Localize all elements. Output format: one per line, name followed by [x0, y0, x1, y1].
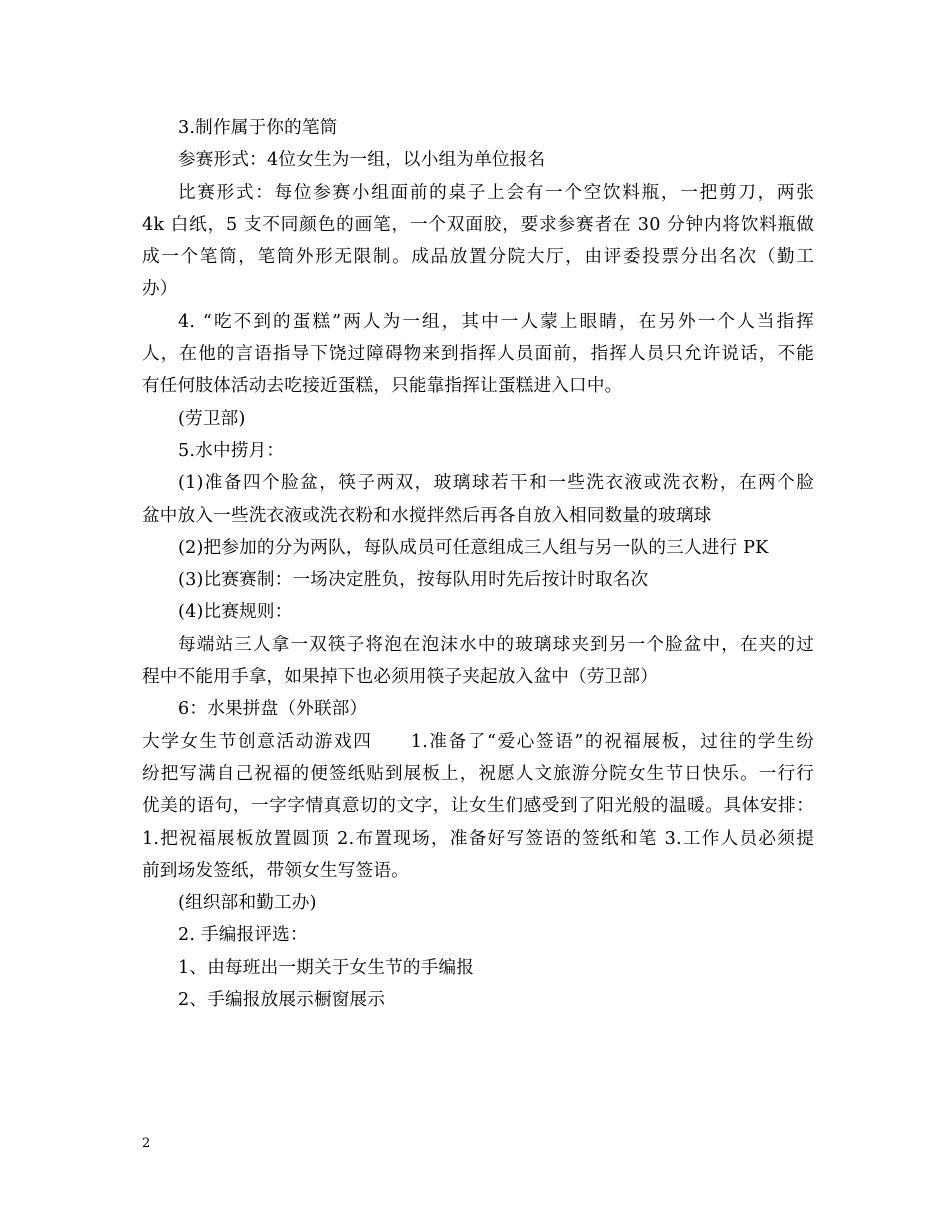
text-line: 比赛形式：每位参赛小组面前的桌子上会有一个空饮料瓶，一把剪刀，两张 — [178, 182, 814, 203]
text-line: 纷把写满自己祝福的便签纸贴到展板上，祝愿人文旅游分院女生节日快乐。一行行 — [142, 763, 814, 784]
text-line: 优美的语句，一字字情真意切的文字，让女生们感受到了阳光般的温暖。具体安排： — [142, 796, 814, 817]
text-line: 人，在他的言语指导下饶过障碍物来到指挥人员面前，指挥人员只允许说话，不能 — [142, 344, 814, 365]
text-line: 4k 白纸，5 支不同颜色的画笔，一个双面胶，要求参赛者在 30 分钟内将饮料瓶做 — [142, 214, 814, 235]
text-line: 每端站三人拿一双筷子将泡在泡沫水中的玻璃球夹到另一个脸盆中，在夹的过 — [178, 634, 814, 655]
text-line: 1.把祝福展板放置圆顶 2.布置现场，准备好写签语的签纸和笔 3.工作人员必须提 — [142, 828, 814, 849]
text-line: 盆中放入一些洗衣液或洗衣粉和水搅拌然后再各自放入相同数量的玻璃球 — [142, 505, 712, 526]
text-line: 5.水中捞月： — [178, 440, 285, 461]
text-line: (组织部和勤工办) — [178, 893, 317, 914]
text-line: 程中不能用手拿，如果掉下也必须用筷子夹起放入盆中（劳卫部） — [142, 667, 659, 688]
text-line: 2. 手编报评选： — [178, 925, 308, 946]
text-line: (2)把参加的分为两队，每队成员可任意组成三人组与另一队的三人进行 PK — [178, 537, 769, 558]
text-line: (3)比赛赛制：一场决定胜负，按每队用时先后按计时取名次 — [178, 570, 649, 591]
text-line: 成一个笔筒，笔筒外形无限制。成品放置分院大厅，由评委投票分出名次（勤工 — [142, 247, 814, 268]
text-line: 大学女生节创意活动游戏四 1.准备了“爱心签语”的祝福展板，过往的学生纷 — [142, 731, 814, 752]
text-line: 6：水果拼盘（外联部） — [178, 699, 368, 720]
text-line: 3.制作属于你的笔筒 — [178, 118, 338, 138]
text-line: 参赛形式：4位女生为一组，以小组为单位报名 — [178, 150, 546, 171]
text-line: (劳卫部) — [178, 408, 246, 429]
body-text — [142, 112, 814, 1016]
text-line: 2、手编报放展示橱窗展示 — [178, 990, 386, 1011]
text-line: 4. “吃不到的蛋糕”两人为一组，其中一人蒙上眼睛，在另外一个人当指挥 — [178, 311, 814, 332]
text-line: 有任何肢体活动去吃接近蛋糕，只能靠指挥让蛋糕进入口中。 — [142, 376, 623, 397]
text-line: 办） — [142, 279, 178, 300]
page-number: 2 — [142, 1136, 151, 1151]
text-line: 前到场发签纸，带领女生写签语。 — [142, 860, 409, 881]
text-line: (1)准备四个脸盆，筷子两双，玻璃球若干和一些洗衣液或洗衣粉，在两个脸 — [178, 473, 814, 494]
text-line: (4)比赛规则： — [178, 602, 293, 623]
text-line: 1、由每班出一期关于女生节的手编报 — [178, 957, 475, 978]
